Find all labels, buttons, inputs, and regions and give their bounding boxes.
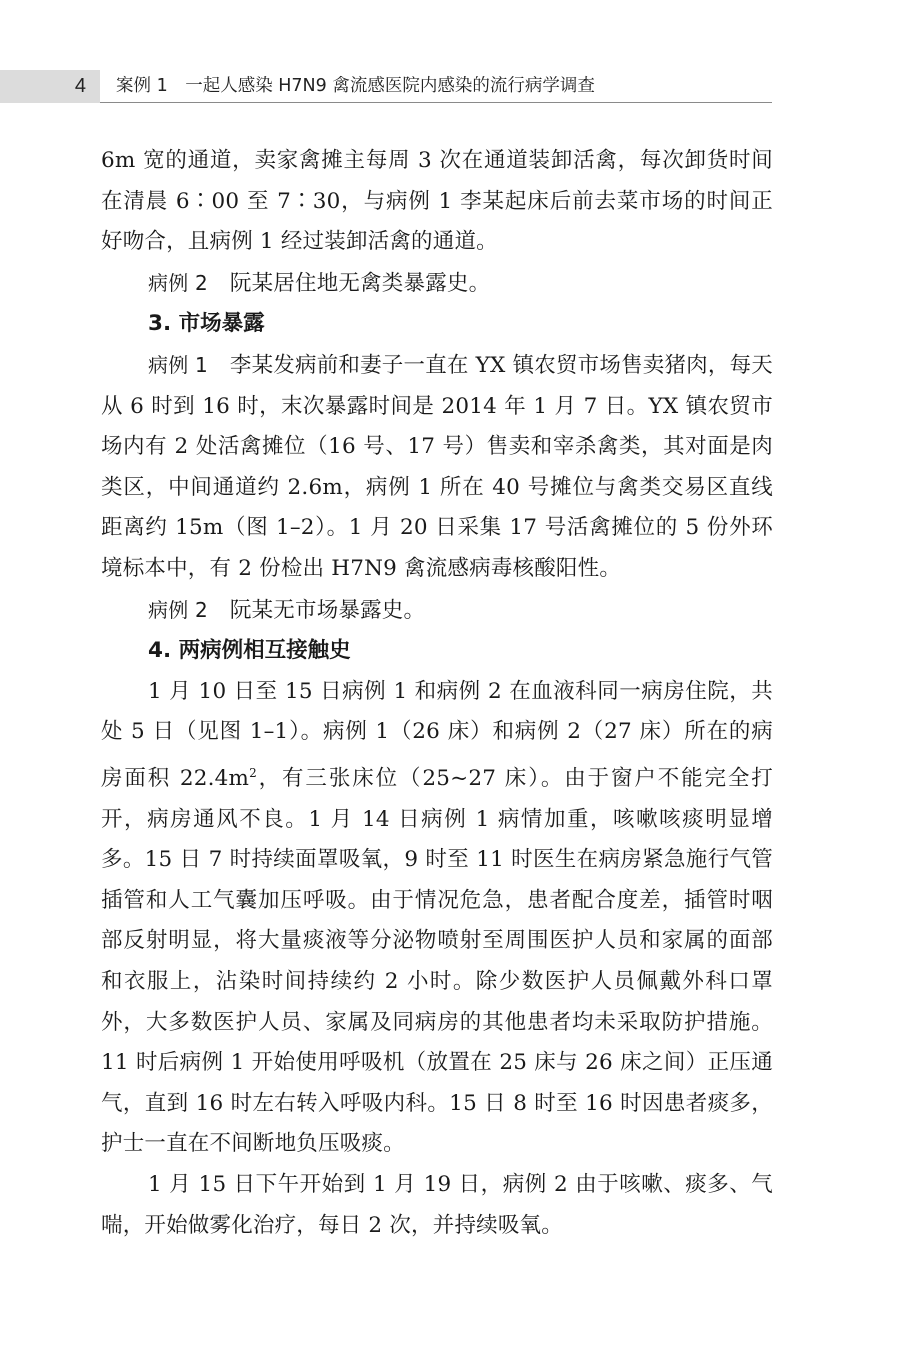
- header-rule: [100, 102, 772, 103]
- superscript: 2: [249, 765, 257, 780]
- section-heading-contact-history: 4. 两病例相互接触史: [148, 638, 351, 664]
- paragraph-case2-treatment: 1 月 15 日下午开始到 1 月 19 日，病例 2 由于咳嗽、痰多、气喘，开始做雾化治疗，每日 2 次，并持续吸氧。: [101, 1172, 773, 1238]
- paragraph-ward-contact: [101, 672, 773, 1165]
- paragraph-case1-market: [101, 345, 773, 590]
- paragraph-text: ，有三张床位（25~27 床）。由于窗户不能完全打开，病房通风不良。1 月 14 日病例 1 病情加重，咳嗽咳痰明显增多。15 日 7 时持续面罩吸氧，9 时至 11 时医生在病房紧急施行气管插管和人工气囊加压呼吸。由于情况危急，患者配合度差，插管时咽部反射明显，将大量痰液等分泌物喷射至周围医护人员和家属的面部和衣服上，沾染时间持续约 2 小时。除少数医护人员佩戴外科口罩外，大多数医护人员、家属及同病房的其他患者均未采取防护措施。11 时后病例 1 开始使用呼吸机（放置在 25 床与 26 床之间）正压通气，直到 16 时左右转入呼吸内科。15 日 8 时至 16 时因患者痰多，护士一直在不间断地负压吸痰。: [101, 766, 773, 1157]
- section-heading-market-exposure: 3. 市场暴露: [148, 311, 265, 337]
- case-label: 病例 1: [148, 352, 208, 377]
- running-title: 案例 1 一起人感染 H7N9 禽流感医院内感染的流行病学调查: [116, 76, 595, 96]
- paragraph-text: 阮某无市场暴露史。: [229, 597, 426, 623]
- paragraph-text: 李某发病前和妻子一直在 YX 镇农贸市场售卖猪肉，每天从 6 时到 16 时，末次暴露时间是 2014 年 1 月 7 日。YX 镇农贸市场内有 2 处活禽摊位（16 号、17 号）售卖和宰杀禽类，其对面是肉类区，中间通道约 2.6m，病例 1 所在 40 号摊位与禽类交易区直线距离约 15m（图 1–2）。1 月 20 日采集 17 号活禽摊位的 5 份外环境标本中，有 2 份检出 H7N9 禽流感病毒核酸阳性。: [101, 352, 773, 581]
- paragraph-text: 1 月 10 日至 15 日病例 1 和病例 2 在血液科同一病房住院，共处 5 日（见图 1–1）。病例 1（26 床）和病例 2（27 床）所在的病房面积 22.4m: [101, 678, 773, 792]
- paragraph-case2-residence: [101, 263, 773, 305]
- case-label: 病例 2: [148, 597, 208, 622]
- running-header: [0, 70, 900, 103]
- paragraph-continuation: 6m 宽的通道，卖家禽摊主每周 3 次在通道装卸活禽，每次卸货时间在清晨 6∶00 至 7∶30，与病例 1 李某起床后前去菜市场的时间正好吻合，且病例 1 经过装卸活禽的通道。: [101, 148, 773, 255]
- paragraph-case2-market: [101, 590, 773, 632]
- page-body: [101, 141, 773, 1246]
- page-number: 4: [74, 75, 86, 97]
- case-label: 病例 2: [148, 270, 208, 295]
- paragraph-text: 阮某居住地无禽类暴露史。: [229, 270, 491, 296]
